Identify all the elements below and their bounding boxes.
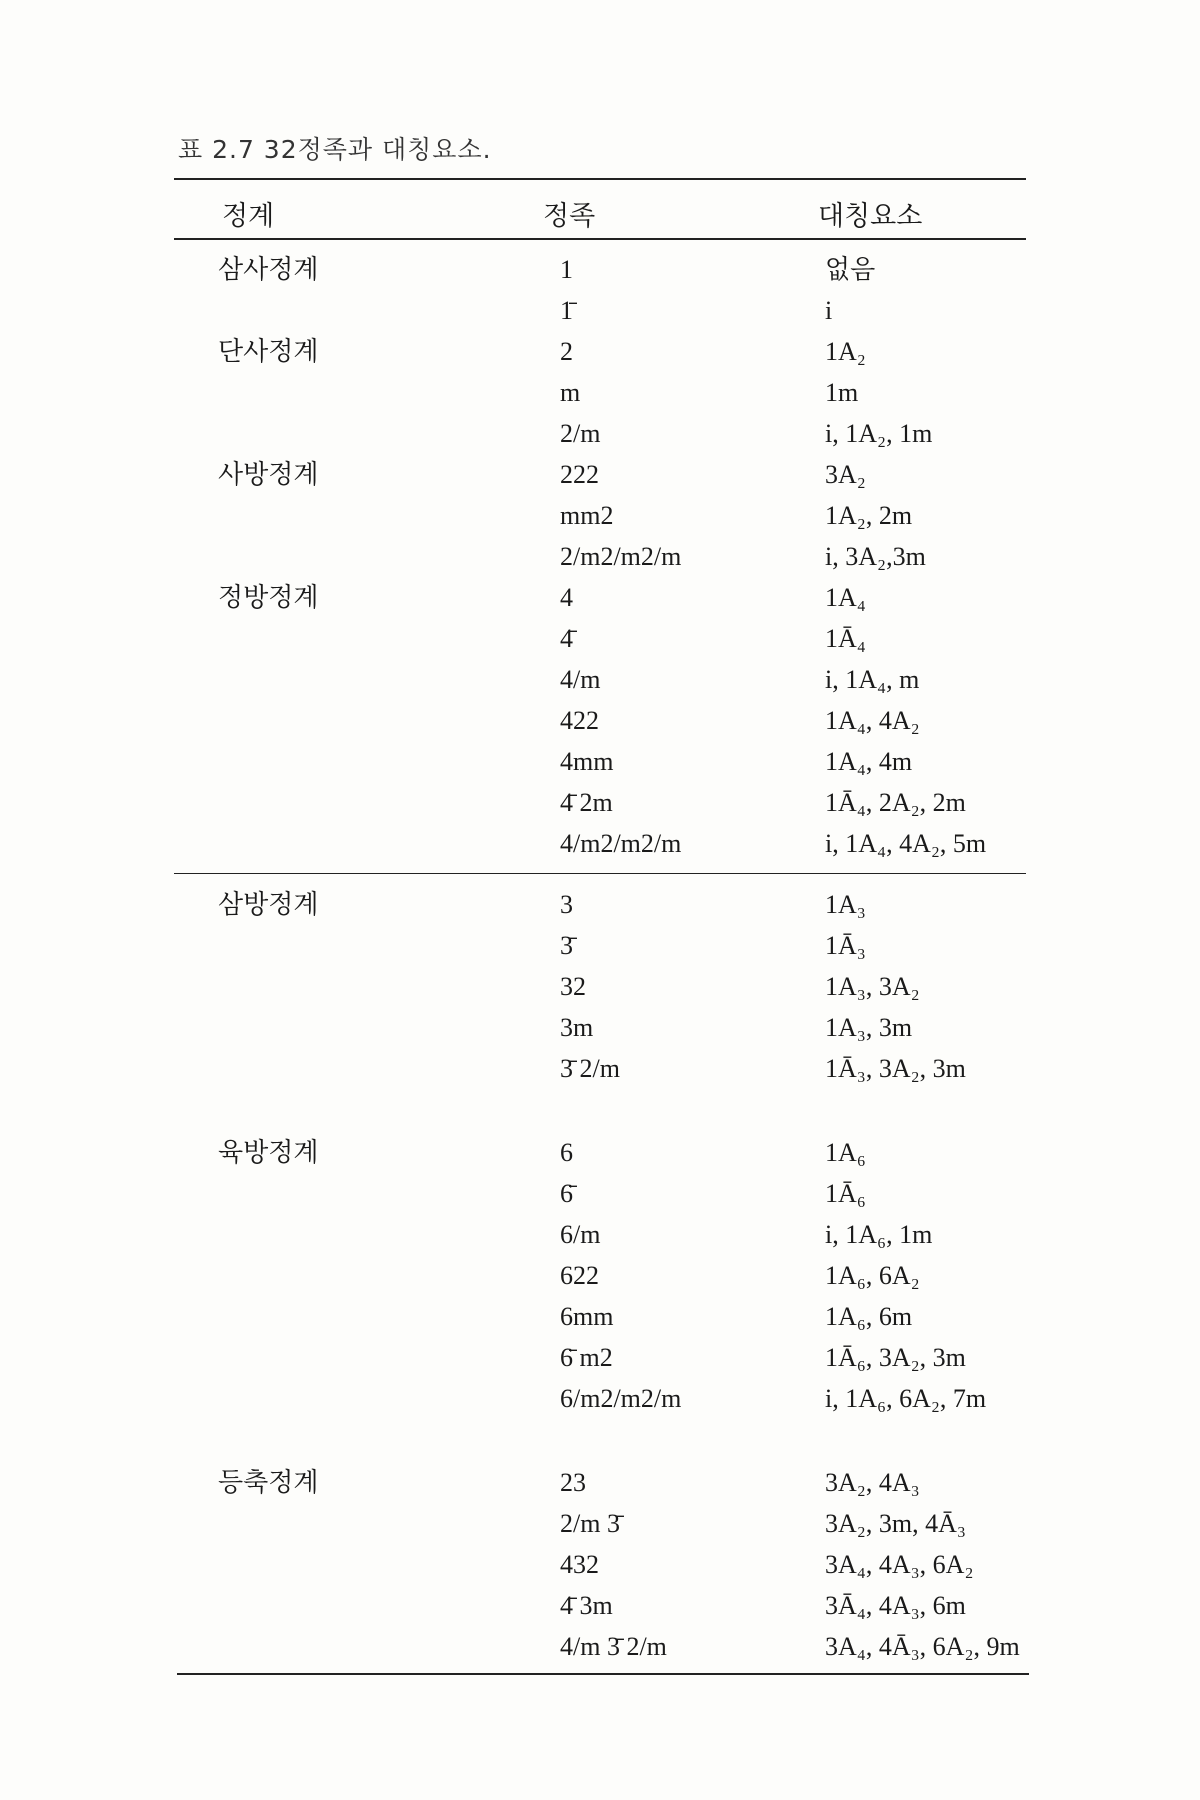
symmetry-elements: 1A₂ [825,337,866,366]
symmetry-elements: 1Ā₆ [825,1179,866,1208]
crystal-class: 4/m 3̄ 2/m [560,1632,667,1661]
symmetry-elements: i, 1A₆, 1m [825,1220,933,1249]
symmetry-elements: 1A₂, 2m [825,501,913,530]
crystal-class: 4 [560,583,573,612]
crystal-class: 4/m [560,665,601,694]
symmetry-elements: 1A₄, 4m [825,747,913,776]
symmetry-elements: 1A₆, 6m [825,1302,913,1331]
crystal-system: 육방정계 [218,1138,319,1168]
crystal-class: 2/m 3̄ [560,1509,620,1538]
crystal-class: 4/m2/m2/m [560,829,682,858]
crystal-class: 6̄ [560,1179,573,1208]
table-caption: 표 2.7 32정족과 대칭요소. [178,135,492,164]
crystal-class: 6/m [560,1220,601,1249]
crystal-class: 6mm [560,1302,614,1331]
crystal-class: 422 [560,706,599,735]
symmetry-elements: i, 1A₆, 6A₂, 7m [825,1384,987,1413]
crystal-class: 3 [560,890,573,919]
crystal-class: 3̄ 2/m [560,1054,620,1083]
symmetry-elements: 3A₄, 4A₃, 6A₂ [825,1550,974,1579]
header-elements: 대칭요소 [818,201,923,232]
crystal-class: 4̄ 3m [560,1591,613,1620]
symmetry-elements: 1Ā₄, 2A₂, 2m [825,788,966,817]
header-system: 정계 [222,201,275,232]
crystal-class: mm2 [560,501,614,530]
symmetry-elements: 3A₄, 4Ā₃, 6A₂, 9m [825,1632,1020,1661]
crystal-class: 2/m [560,419,601,448]
symmetry-elements: i [825,296,833,325]
symmetry-elements: i, 1A₄, m [825,665,920,694]
crystal-system: 삼방정계 [218,890,319,920]
crystal-class: 3m [560,1013,594,1042]
symmetry-elements: 3A₂ [825,460,866,489]
crystal-class: 6/m2/m2/m [560,1384,682,1413]
crystal-class: 2/m2/m2/m [560,542,682,571]
crystal-class: 622 [560,1261,599,1290]
symmetry-elements: 1m [825,378,859,407]
crystal-class: 432 [560,1550,599,1579]
symmetry-elements: 3Ā₄, 4A₃, 6m [825,1591,966,1620]
symmetry-elements: i, 1A₄, 4A₂, 5m [825,829,987,858]
symmetry-elements: i, 1A₂, 1m [825,419,933,448]
symmetry-elements: 1A₃, 3m [825,1013,913,1042]
crystal-class: 4̄ [560,624,573,653]
symmetry-elements: 1Ā₃, 3A₂, 3m [825,1054,966,1083]
crystal-class: 4mm [560,747,614,776]
symmetry-elements: i, 3A₂,3m [825,542,926,571]
crystal-class: 6 [560,1138,573,1167]
crystal-system: 정방정계 [218,583,319,613]
symmetry-elements: 3A₂, 4A₃ [825,1468,920,1497]
symmetry-elements: 1Ā₆, 3A₂, 3m [825,1343,966,1372]
crystal-class: 222 [560,460,599,489]
crystal-class: 3̄ [560,931,573,960]
crystal-system: 사방정계 [218,460,319,490]
crystal-class: 4̄ 2m [560,788,613,817]
symmetry-elements: 1Ā₃ [825,931,866,960]
symmetry-elements: 없음 [825,255,876,284]
crystal-class: 6̄ m2 [560,1343,613,1372]
crystal-class: 32 [560,972,586,1001]
crystal-system: 등축정계 [218,1468,319,1498]
symmetry-elements: 1A₄ [825,583,866,612]
symmetry-elements: 1A₄, 4A₂ [825,706,920,735]
crystal-class: 23 [560,1468,586,1497]
crystal-system: 삼사정계 [218,255,319,285]
symmetry-elements: 1A₃, 3A₂ [825,972,920,1001]
crystal-class: 2 [560,337,573,366]
symmetry-elements: 1A₆, 6A₂ [825,1261,920,1290]
header-class: 정족 [543,201,596,232]
symmetry-elements: 1A₆ [825,1138,866,1167]
symmetry-elements: 3A₂, 3m, 4Ā₃ [825,1509,966,1538]
symmetry-elements: 1A₃ [825,890,866,919]
crystal-class: 1 [560,255,573,284]
crystal-class: 1̄ [560,296,573,325]
crystal-system: 단사정계 [218,337,319,367]
symmetry-elements: 1Ā₄ [825,624,866,653]
crystal-class: m [560,378,581,407]
